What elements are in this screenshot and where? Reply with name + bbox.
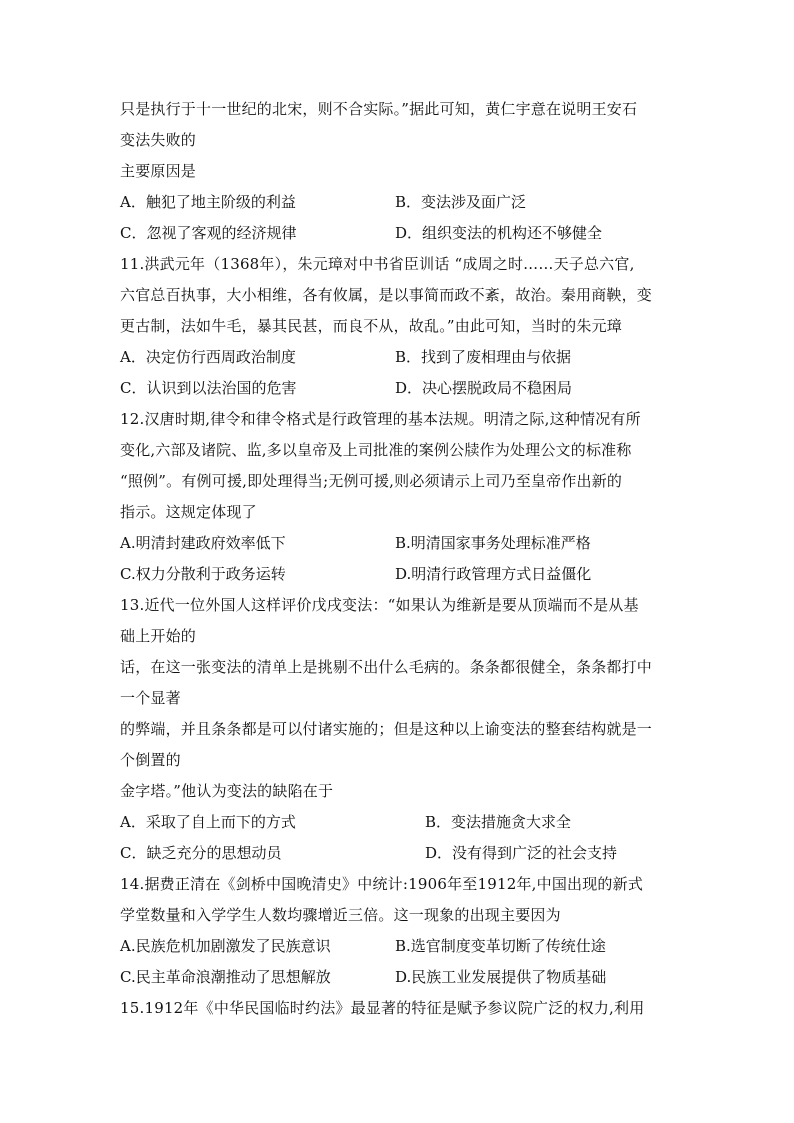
option-d: D.明清行政管理方式日益僵化	[395, 565, 592, 583]
question-text-line: 13.近代一位外国人这样评价戊戌变法：“如果认为维新是要从顶端而不是从基	[120, 596, 639, 614]
option-b: B.明清国家事务处理标准严格	[395, 534, 591, 552]
option-d: D.民族工业发展提供了物质基础	[395, 968, 607, 986]
question-text-line: 的弊端，并且条条都是可以付诸实施的；但是这种以上谕变法的整套结构就是一	[120, 720, 653, 738]
question-text-line: 六官总百执事，大小相维，各有攸属，是以事简而政不紊，故治。秦用商鞅，变	[120, 286, 653, 304]
option-row	[120, 807, 680, 838]
question-10	[120, 94, 680, 249]
question-text-line: 一个显著	[120, 689, 181, 707]
option-b: B．变法涉及面广泛	[395, 193, 527, 211]
question-text-line: 只是执行于十一世纪的北宋，则不合实际。”据此可知，黄仁宇意在说明王安石	[120, 100, 638, 118]
question-text-line: 变法失败的	[120, 131, 197, 149]
option-d: D．没有得到广泛的社会支持	[425, 844, 618, 862]
option-a: A.民族危机加剧激发了民族意识	[120, 937, 331, 955]
question-text-line: 15.1912年《中华民国临时约法》最显著的特征是赋予参议院广泛的权力,利用	[120, 999, 645, 1017]
option-a: A．触犯了地主阶级的利益	[120, 193, 296, 211]
question-text-line: 12.汉唐时期,律令和律令格式是行政管理的基本法规。明清之际,这种情况有所	[120, 410, 641, 428]
option-b: B．找到了废相理由与依据	[395, 348, 572, 366]
option-c: C．缺乏充分的思想动员	[120, 844, 282, 862]
option-row	[120, 559, 680, 590]
option-row	[120, 342, 680, 373]
option-row	[120, 218, 680, 249]
question-text-line: 个倒置的	[120, 751, 181, 769]
option-d: D．决心摆脱政局不稳困局	[395, 379, 573, 397]
option-a: A．决定仿行西周政治制度	[120, 348, 296, 366]
option-a: A．采取了自上而下的方式	[120, 813, 296, 831]
question-text-line: 变化,六部及诸院、监,多以皇帝及上司批准的案例公牍作为处理公文的标准称	[120, 441, 632, 459]
question-text-line: 金字塔。”他认为变法的缺陷在于	[120, 782, 334, 800]
question-text-line: 础上开始的	[120, 627, 197, 645]
option-c: C．认识到以法治国的危害	[120, 379, 297, 397]
option-row	[120, 373, 680, 404]
option-a: A.明清封建政府效率低下	[120, 534, 286, 552]
question-text-line: “照例”。有例可援,即处理得当;无例可援,则必须请示上司乃至皇帝作出新的	[120, 472, 623, 490]
question-text-line: 话，在这一张变法的清单上是挑剔不出什么毛病的。条条都很健全，条条都打中	[120, 658, 653, 676]
option-c: C.民主革命浪潮推动了思想解放	[120, 968, 331, 986]
question-15	[120, 993, 680, 1024]
option-row	[120, 838, 680, 869]
question-text-line: 11.洪武元年（1368年），朱元璋对中书省臣训话 “成周之时……天子总六官,	[120, 255, 635, 273]
option-b: B．变法措施贪大求全	[425, 813, 572, 831]
question-text-line: 14.据费正清在《剑桥中国晚清史》中统计:1906年至1912年,中国出现的新式	[120, 875, 644, 893]
option-row	[120, 962, 680, 993]
question-text-line: 更古制，法如牛毛，暴其民甚，而良不从，故乱。”由此可知，当时的朱元璋	[120, 317, 622, 335]
option-c: C．忽视了客观的经济规律	[120, 224, 297, 242]
question-text-line: 主要原因是	[120, 162, 197, 180]
question-text-line: 指示。这规定体现了	[120, 503, 257, 521]
question-text-line: 学堂数量和入学学生人数均骤增近三倍。这一现象的出现主要因为	[120, 906, 561, 924]
exam-content	[120, 94, 680, 1024]
question-11	[120, 249, 680, 404]
option-b: B.选官制度变革切断了传统仕途	[395, 937, 606, 955]
option-d: D．组织变法的机构还不够健全	[395, 224, 603, 242]
option-row	[120, 528, 680, 559]
option-row	[120, 187, 680, 218]
option-c: C.权力分散利于政务运转	[120, 565, 286, 583]
question-12	[120, 404, 680, 590]
question-14	[120, 869, 680, 993]
option-row	[120, 931, 680, 962]
question-13	[120, 590, 680, 869]
